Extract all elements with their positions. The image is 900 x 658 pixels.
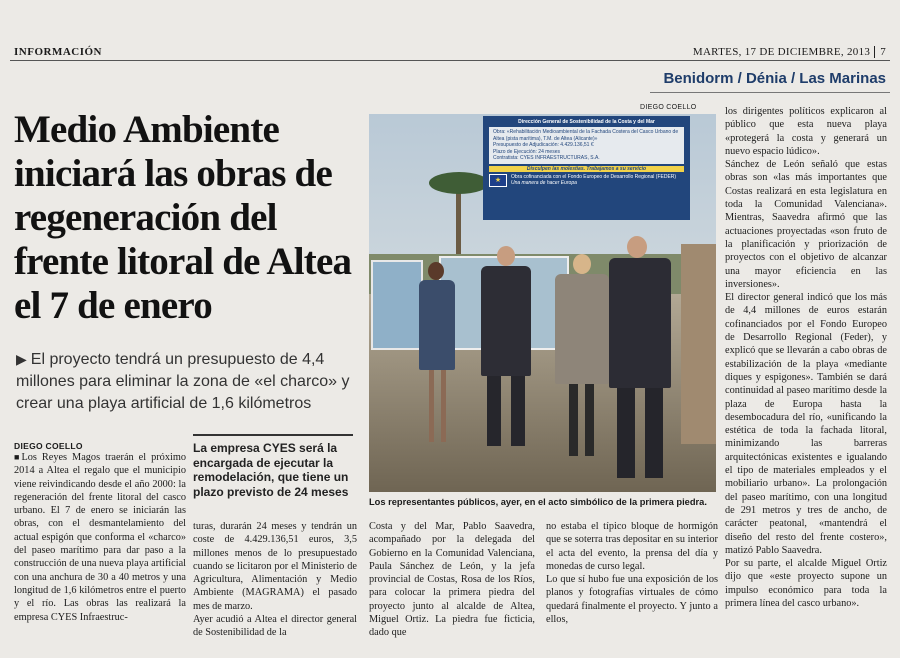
palm-tree-icon [429, 154, 489, 264]
subhead [16, 348, 356, 415]
issue-date: MARTES, 17 DE DICIEMBRE, 2013 [692, 46, 871, 58]
body-column-1-text: ■ Los Reyes Magos traerán el próximo 2014 a Altea el regalo que el municipio viene reivindicando desde el año 2000: la regeneración del frente litoral del casco urbano. El 7 de enero se iniciarán las obras, con el desmantelamiento del actual espigón que conforma el «charco» del paseo marítimo para dar paso a la construcción de una nueva playa artificial con una anchura de 30 a 40 metros y una longitud de 1,6 kilómetros entre el puerto y el río. Las obras las realizará la empresa CYES Infraestruc- [14, 452, 186, 623]
page-number: 7 [874, 46, 886, 58]
eu-flag-icon: ★ [489, 174, 507, 187]
section-label: INFORMACIÓN [14, 46, 102, 58]
region-rule [650, 92, 890, 93]
subhead-text: El proyecto tendrá un presupuesto de 4,4 millones para eliminar la zona de «el charco» y crear una playa artificial de 1,6 kilómetros [16, 351, 350, 412]
region-label: Benidorm / Dénia / Las Marinas [663, 70, 886, 87]
photo-caption: Los representantes públicos, ayer, en el acto simbólico de la primera piedra. [369, 497, 707, 507]
body-column-3: Costa y del Mar, Pablo Saavedra, acompañado por la delegada del Gobierno en la Comunidad Valenciana, Paula Sánchez de León, y la jefa provincial de Costas, Rosa de los Ríos, para colocar la primera piedra del proyecto junto al alcalde de Altea, Miguel Ortiz. La piedra fue ficticia, dado que [369, 521, 535, 639]
sign-feder: ★ Obra cofinanciada con el Fondo Europeo de Desarrollo Regional (FEDER) Una manera de hacer Europa [489, 174, 684, 187]
square-bullet-icon: ■ [14, 452, 20, 462]
triangle-bullet-icon: ▶ [16, 351, 27, 367]
press-photo [369, 114, 716, 492]
project-plan-board [371, 260, 423, 350]
byline: DIEGO COELLO [14, 441, 83, 451]
project-sign [483, 116, 690, 220]
body-column-1 [14, 441, 186, 624]
headline: Medio Ambiente iniciará las obras de regeneración del frente litoral de Altea el 7 de enero [14, 108, 352, 327]
header-rule [10, 60, 890, 61]
pullquote-rule [193, 434, 353, 436]
photo-credit: DIEGO COELLO [640, 104, 697, 111]
sign-notice: Disculpen las molestias. Trabajamos a su servicio [489, 166, 684, 172]
pullquote: La empresa CYES será la encargada de ejecutar la remodelación, que tiene un plazo previsto de 24 meses [193, 441, 349, 499]
partial-person-edge [681, 244, 716, 444]
body-column-5: los dirigentes políticos explicaron al público que esta nueva playa «protegerá la costa y generará un nuevo espacio lúdico». Sánchez de León señaló que estas obras son «las más importantes que Costas realizará en esta legislatura en toda la Comunidad Valenciana». Mientras, Saavedra afirmó que las actuaciones proyectadas «son fruto de la planificación y priorización de proyectos con el objetivo de alcanzar una mayor eficiencia en las inversiones». El director general indicó que los más de 4,4 millones de euros estarán cofinanciados por el Fondo Europeo de Desarrollo Regional (Feder), y explicó que se llevarán a cabo obras de estabilización de la playa «mediante diques y espigones». También se dará continuidad al paseo marítimo desde la plaza de Europa hasta la desembocadura del río, «unificando la estética de toda la fachada litoral, minimizando las barreras arquitectónicas existentes e igualando el tipo de materiales empleados y el mobiliario urbano». La prolongación del paseo marítimo, con una longitud de 291 metros y tres de ancho, de carácter peatonal, «mantendrá el diseño del resto del frente costero», matizó Pablo Saavedra. Por su parte, el alcalde Miguel Ortiz dijo que «este proyecto supone un impulso económico para toda la primera línea del casco urbano». [725, 106, 887, 609]
sign-title: Dirección General de Sostenibilidad de la Costa y del Mar [518, 119, 655, 125]
body-column-4: no estaba el típico bloque de hormigón que se soterra tras depositar en su interior el acta del evento, la prensa del día y monedas de curso legal. Lo que sí hubo fue una exposición de los planos y fotografías virtuales de cómo quedará finalmente el proyecto. Y junto a ellos, [546, 521, 718, 626]
sign-details: Obra: «Rehabilitación Medioambiental de la Fachada Costera del Casco Urbano de Altea (pista marítima), T.M. de Altea (Alicante)» Presupuesto de Adjudicación: 4.429.136,51 € Plazo de Ejecución: 24 meses Contratista: CYES INFRAESTRUCTURAS, S.A. [489, 127, 684, 164]
body-column-2: turas, durarán 24 meses y tendrán un coste de 4.429.136,51 euros, 3,5 millones menos de lo presupuestado cuando se licitaron por el Ministerio de Agricultura, Alimentación y Medio Ambiente (MAGRAMA) el pasado mes de marzo. Ayer acudió a Altea el director general de Sostenibilidad de la [193, 521, 357, 639]
date-line [693, 46, 886, 58]
